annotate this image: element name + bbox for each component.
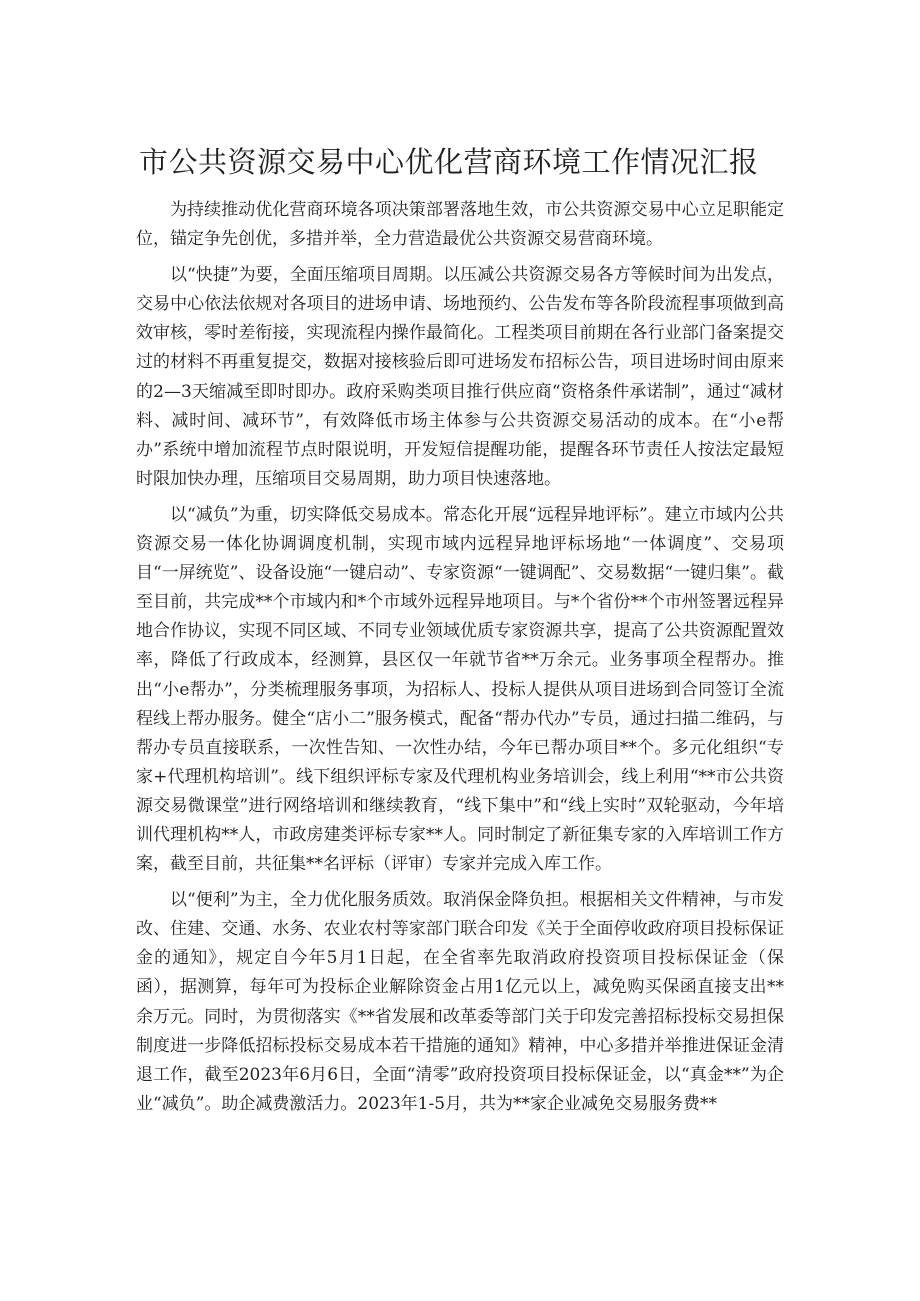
paragraph-efficiency: 以“快捷”为要，全面压缩项目周期。以压减公共资源交易各方等候时间为出发点，交易中心依法依规对各项目的进场申请、场地预约、公告发布等各阶段流程事项做到高效审核，零时差衔接，实现流程内操作最简化。工程类项目前期在各行业部门备案提交过的材料不再重复提交，数据对接核验后即可进场发布招标公告，项目进场时间由原来的2—3天缩减至即时即办。政府采购类项目推行供应商“资格条件承诺制”，通过“减材料、减时间、减环节”，有效降低市场主体参与公共资源交易活动的成本。在“小e帮办”系统中增加流程节点时限说明，开发短信提醒功能，提醒各环节责任人按法定最短时限加快办理，压缩项目交易周期，助力项目快速落地。 bbox=[136, 265, 784, 489]
paragraph-intro: 为持续推动优化营商环境各项决策部署落地生效，市公共资源交易中心立足职能定位，锚定争先创优，多措并举，全力营造最优公共资源交易营商环境。 bbox=[136, 200, 784, 250]
paragraph-cost-reduction: 以“减负”为重，切实降低交易成本。常态化开展“远程异地评标”。建立市域内公共资源交易一体化协调调度机制，实现市域内远程异地评标场地“一体调度”、交易项目“一屏统览”、设备设施“一键启动”、专家资源“一键调配”、交易数据“一键归集”。截至目前，共完成**个市域内和*个市域外远程异地项目。与*个省份**个市州签署远程异地合作协议，实现不同区域、不同专业领域优质专家资源共享，提高了公共资源配置效率，降低了行政成本，经测算，县区仅一年就节省**万余元。业务事项全程帮办。推出“小e帮办”，分类梳理服务事项，为招标人、投标人提供从项目进场到合同签订全流程线上帮办服务。健全“店小二”服务模式，配备“帮办代办”专员，通过扫描二维码，与帮办专员直接联系，一次性告知、一次性办结，今年已帮办项目**个。多元化组织“专家+代理机构培训”。线下组织评标专家及代理机构业务培训会，线上利用“**市公共资源交易微课堂”进行网络培训和继续教育，“线下集中”和“线上实时”双轮驱动，今年培训代理机构**人，市政房建类评标专家**人。同时制定了新征集专家的入库培训工作方案，截至目前，共征集**名评标（评审）专家并完成入库工作。 bbox=[136, 504, 784, 875]
document-title: 市公共资源交易中心优化营商环境工作情况汇报 bbox=[139, 145, 759, 179]
document-body bbox=[136, 196, 784, 1126]
paragraph-convenience: 以“便利”为主，全力优化服务质效。取消保金降负担。根据相关文件精神，与市发改、住建、交通、水务、农业农村等家部门联合印发《关于全面停收政府项目投标保证金的通知》，规定自今年5月1日起，在全省率先取消政府投资项目投标保证金（保函），据测算，每年可为投标企业解除资金占用1亿元以上，减免购买保函直接支出**余万元。同时，为贯彻落实《**省发展和改革委等部门关于印发完善招标投标交易担保制度进一步降低招标投标交易成本若干措施的通知》精神，中心多措并举推进保证金清退工作，截至2023年6月6日，全面“清零”政府投资项目投标保证金，以“真金**”为企业“减负”。助企减费激活力。2023年1-5月，共为**家企业减免交易服务费** bbox=[136, 890, 784, 1114]
